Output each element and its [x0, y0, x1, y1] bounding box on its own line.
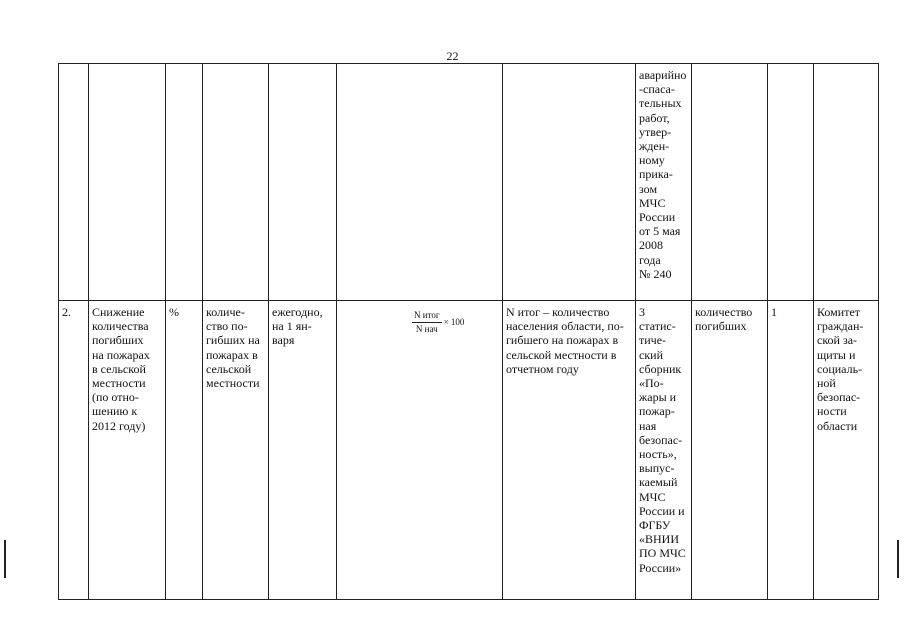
formula-numerator: N итог: [412, 310, 442, 323]
method-code-cell: [768, 301, 814, 600]
table-cell: [89, 64, 166, 301]
source-continuation-cell: [636, 64, 692, 301]
responsible-text: Комитет граждан- ской за- щиты и социаль- ной безопас- ности области: [817, 305, 864, 433]
unit-text: %: [169, 305, 179, 319]
table-cell: [203, 64, 269, 301]
source-continuation-text: аварийно -спаса- тельных работ, утвер- жден- ному прика- зом МЧС России от 5 мая 2008 года № 240: [639, 68, 687, 281]
table-row: [59, 64, 879, 301]
table-cell: [59, 64, 89, 301]
row-number-cell: [59, 301, 89, 600]
table-cell: [166, 64, 203, 301]
formula-denominator: N нач: [415, 324, 438, 334]
formula-multiplier: × 100: [443, 317, 465, 327]
table-cell: [503, 64, 636, 301]
periodicity-text: ежегодно, на 1 ян- варя: [272, 305, 323, 348]
formula-description-cell: [503, 301, 636, 600]
collection-object-cell: [692, 301, 768, 600]
collection-object-text: количество погибших: [695, 305, 753, 334]
indicator-text: Снижение количества погибших на пожарах в сельской местности (по отно- шению к 2012 году): [92, 305, 150, 433]
table-cell: [269, 64, 337, 301]
formula: [412, 310, 464, 335]
table-row: [59, 301, 879, 600]
table-cell: [337, 64, 503, 301]
definition-text: количе- ство по- гибших на пожарах в сельской местности: [206, 305, 260, 391]
definition-cell: [203, 301, 269, 600]
scan-mark-right: [897, 540, 899, 578]
indicator-cell: [89, 301, 166, 600]
table-cell: [814, 64, 879, 301]
table-cell: [692, 64, 768, 301]
table-cell: [768, 64, 814, 301]
unit-cell: [166, 301, 203, 600]
formula-fraction: [412, 310, 442, 335]
formula-cell: [337, 301, 503, 600]
page-number: 22: [446, 49, 459, 63]
method-code-text: 1: [771, 305, 777, 319]
indicators-table: [58, 63, 879, 600]
source-cell: [636, 301, 692, 600]
formula-description-text: N итог – количество населения области, по- гибшего на пожарах в сельской местности в отчетном году: [506, 305, 624, 376]
responsible-cell: [814, 301, 879, 600]
scan-mark-left: [4, 540, 6, 578]
row-number: 2.: [62, 305, 71, 319]
periodicity-cell: [269, 301, 337, 600]
source-text: 3 статис- тиче- ский сборник «По- жары и пожар- ная безопас- ность», выпус- каемый МЧС России и ФГБУ «ВНИИ ПО МЧС России»: [639, 305, 686, 575]
